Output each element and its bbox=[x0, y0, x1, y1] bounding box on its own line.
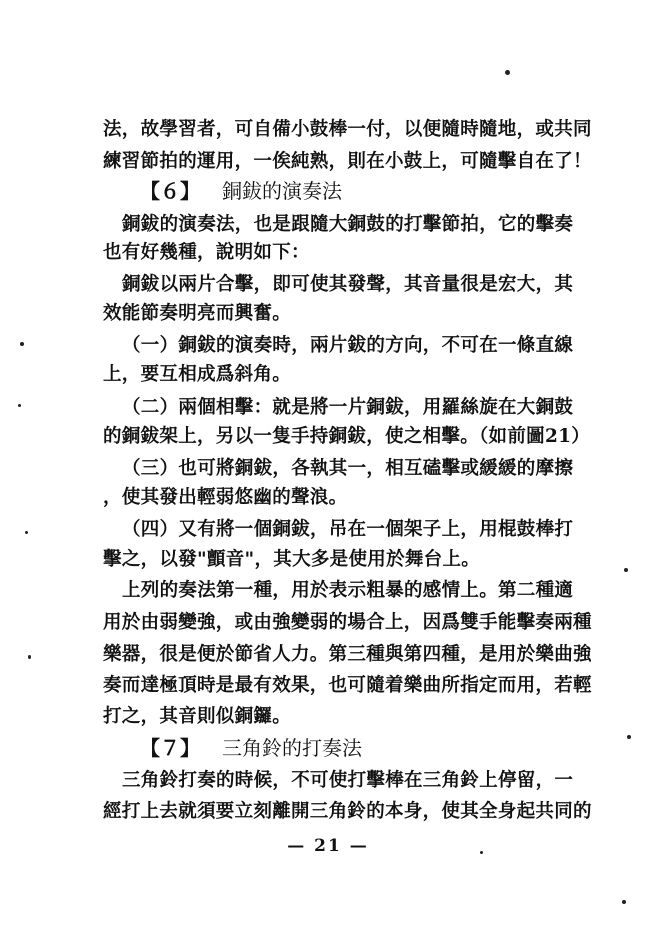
section-heading-7 bbox=[140, 734, 362, 762]
body-line: （三）也可將銅鈸，各執其一，相互磕擊或緩緩的摩擦 bbox=[122, 458, 574, 479]
section-title: 三角鈴的打奏法 bbox=[222, 736, 362, 760]
section-heading-6 bbox=[140, 177, 342, 205]
section-number: 【６】 bbox=[140, 179, 200, 203]
body-line: （四）又有將一個銅鈸，吊在一個架子上，用棍鼓棒打 bbox=[122, 519, 574, 540]
body-line: 銅鈸的演奏法，也是跟隨大銅鼓的打擊節拍，它的擊奏 bbox=[122, 214, 574, 235]
body-line: 效能節奏明亮而興奮。 bbox=[103, 303, 292, 324]
body-line: 經打上去就須要立刻離開三角鈴的本身，使其全身起共同的 bbox=[103, 801, 592, 822]
scan-speck bbox=[28, 655, 31, 659]
scan-speck bbox=[25, 531, 28, 534]
body-line: 的銅鈸架上，另以一隻手持銅鈸，使之相擊。（如前圖21） bbox=[103, 426, 591, 447]
body-line: 用於由弱變強，或由強變弱的場合上，因爲雙手能擊奏兩種 bbox=[103, 612, 592, 633]
body-line: 也有好幾種，說明如下： bbox=[103, 242, 310, 263]
section-number: 【７】 bbox=[140, 736, 200, 760]
body-line: 奏而達極頂時是最有效果，也可隨着樂曲所指定而用，若輕 bbox=[103, 675, 592, 696]
scan-speck bbox=[624, 568, 628, 572]
body-line: 法，故學習者，可自備小鼓棒一付，以便隨時隨地，或共同 bbox=[103, 119, 592, 140]
body-line: 上，要互相成爲斜角。 bbox=[103, 364, 292, 385]
body-line: ，使其發出輕弱悠幽的聲浪。 bbox=[103, 487, 348, 508]
section-title: 銅鈸的演奏法 bbox=[222, 179, 342, 203]
body-line: （二）兩個相擊：就是將一片銅鈸，用羅絲旋在大銅鼓 bbox=[122, 397, 574, 418]
scan-speck bbox=[505, 70, 510, 75]
body-line: 三角鈴打奏的時候，不可使打擊棒在三角鈴上停留，一 bbox=[122, 770, 574, 791]
scan-speck bbox=[480, 851, 483, 854]
scan-speck bbox=[20, 342, 24, 346]
page-number: — 21 — bbox=[287, 836, 369, 856]
body-line: 上列的奏法第一種，用於表示粗暴的感情上。第二種適 bbox=[122, 580, 574, 601]
scan-speck bbox=[627, 735, 631, 739]
body-line: 擊之，以發"顫音"，其大多是使用於舞台上。 bbox=[103, 549, 481, 570]
body-line: 打之，其音則似銅鑼。 bbox=[103, 706, 292, 727]
body-line: 樂器，很是便於節省人力。第三種與第四種，是用於樂曲強 bbox=[103, 644, 592, 665]
scan-speck bbox=[18, 404, 21, 407]
body-line: 銅鈸以兩片合擊，即可使其發聲，其音量很是宏大，其 bbox=[122, 274, 574, 295]
body-line: （一）銅鈸的演奏時，兩片鈸的方向，不可在一條直線 bbox=[122, 335, 574, 356]
body-line: 練習節拍的運用，一俟純熟，則在小鼓上，可隨擊自在了！ bbox=[103, 151, 592, 172]
scan-speck bbox=[622, 900, 626, 904]
